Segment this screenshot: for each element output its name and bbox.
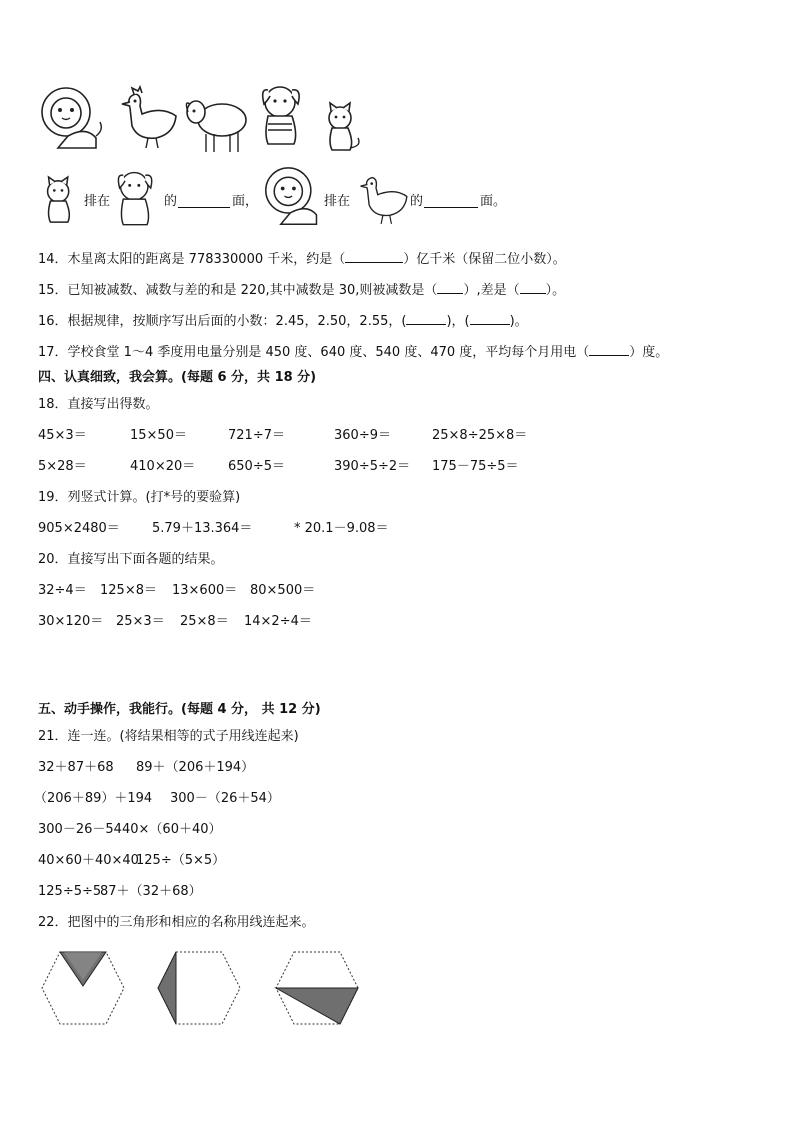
- q20-title: 20．直接写出下面各题的结果。: [38, 552, 224, 567]
- q16-suffix: )。: [509, 314, 528, 329]
- question-14: [38, 250, 566, 269]
- kitten-icon: [324, 102, 364, 154]
- q21-left-expression[interactable]: 300－26－54: [38, 822, 122, 837]
- q17-suffix: ）度。: [629, 345, 669, 360]
- q13-word-paizai-1: 排在: [84, 194, 111, 209]
- q20-item: 125×8＝: [100, 583, 157, 598]
- q21-left-expression[interactable]: 125÷5÷5: [38, 884, 102, 899]
- q13-word-paizai-2: 排在: [324, 194, 351, 209]
- q19-row: [38, 520, 758, 538]
- q20-item: 25×8＝: [180, 614, 229, 629]
- q17-prefix: 17．学校食堂 1～4 季度用电量分别是 450 度、640 度、540 度、470 度，平均每个月用电（: [38, 345, 590, 360]
- q19-item: * 20.1－9.08＝: [294, 521, 389, 536]
- q20-item: 25×3＝: [116, 614, 165, 629]
- hen-icon: [112, 88, 182, 150]
- q21-pair: [38, 852, 758, 870]
- question-15: [38, 281, 565, 300]
- q13-blank-2[interactable]: [424, 195, 478, 208]
- q16-answer-blank-1[interactable]: [406, 312, 446, 325]
- q19-item: 5.79＋13.364＝: [152, 521, 253, 536]
- q21-title: 21．连一连。(将结果相等的式子用线连起来): [38, 729, 299, 744]
- q16-answer-blank-2[interactable]: [470, 312, 510, 325]
- q15-answer-blank-1[interactable]: [437, 281, 463, 294]
- lion-icon: [38, 86, 104, 152]
- puppy-icon: [114, 168, 160, 232]
- q21-pair: [38, 821, 758, 839]
- q18-row-2: [38, 458, 758, 476]
- q21-right-expression[interactable]: 40×（60＋40）: [122, 822, 222, 837]
- q21-pair: [34, 790, 758, 808]
- hexagon-figure-3: [274, 950, 360, 1026]
- q21-right-expression[interactable]: 300－（26＋54）: [170, 791, 280, 806]
- hexagon-figure-2: [156, 950, 242, 1026]
- q20-item: 13×600＝: [172, 583, 238, 598]
- hexagon-figure-1: [40, 950, 126, 1026]
- q20-item: 80×500＝: [250, 583, 316, 598]
- q17-answer-blank[interactable]: [589, 343, 629, 356]
- q21-right-expression[interactable]: 89＋（206＋194）: [136, 760, 255, 775]
- q18-item: 410×20＝: [130, 459, 196, 474]
- q21-left-expression[interactable]: 32＋87＋68: [38, 760, 114, 775]
- kitten-icon: [42, 176, 82, 226]
- q15-suffix: ）。: [545, 283, 566, 298]
- q16-mid: )，(: [446, 314, 470, 329]
- q18-item: 175－75÷5＝: [432, 459, 519, 474]
- q18-item: 721÷7＝: [228, 428, 285, 443]
- question-16: [38, 312, 528, 331]
- q21-right-expression[interactable]: 87＋（32＋68）: [100, 884, 202, 899]
- sheep-icon: [184, 96, 250, 154]
- q15-prefix: 15．已知被减数、减数与差的和是 220,其中减数是 30,则被减数是（: [38, 283, 438, 298]
- q13-word-de-2: 的: [410, 194, 424, 209]
- q18-item: 15×50＝: [130, 428, 187, 443]
- q21-pair: [38, 759, 758, 777]
- q15-mid: ）,差是（: [463, 283, 520, 298]
- q13-word-de-1: 的: [164, 194, 178, 209]
- q20-item: 30×120＝: [38, 614, 104, 629]
- q20-item: 14×2÷4＝: [244, 614, 312, 629]
- lion-icon: [262, 166, 324, 228]
- section-5-title: 五、动手操作，我能行。(每题 4 分， 共 12 分): [38, 702, 321, 717]
- puppy-icon: [258, 82, 308, 152]
- q13-blank-1[interactable]: [178, 195, 230, 208]
- q16-prefix: 16．根据规律，按顺序写出后面的小数：2.45，2.50，2.55，(: [38, 314, 407, 329]
- q18-row-1: [38, 427, 758, 445]
- question-17: [38, 343, 668, 362]
- q18-item: 650÷5＝: [228, 459, 285, 474]
- q20-row-2: [38, 613, 758, 631]
- q13-word-mian-1: 面，: [232, 194, 259, 209]
- q20-row-1: [38, 582, 758, 600]
- q21-right-expression[interactable]: 125÷（5×5）: [136, 853, 226, 868]
- q14-answer-blank[interactable]: [345, 250, 403, 263]
- q22-title: 22．把图中的三角形和相应的名称用线连起来。: [38, 915, 315, 930]
- q21-left-expression[interactable]: 40×60＋40×40: [38, 853, 139, 868]
- shaded-triangle: [158, 952, 176, 1024]
- section-4-title: 四、认真细致，我会算。(每题 6 分，共 18 分): [38, 370, 317, 385]
- q18-item: 390÷5÷2＝: [334, 459, 411, 474]
- q18-item: 45×3＝: [38, 428, 87, 443]
- q13-word-mian-2: 面。: [480, 194, 507, 209]
- q15-answer-blank-2[interactable]: [520, 281, 546, 294]
- hen-icon: [352, 172, 412, 226]
- q19-item: 905×2480＝: [38, 521, 120, 536]
- q14-suffix: ）亿千米（保留二位小数）。: [403, 252, 566, 267]
- q18-item: 25×8÷25×8＝: [432, 428, 528, 443]
- q14-prefix: 14．木星离太阳的距离是 778330000 千米，约是（: [38, 252, 346, 267]
- q18-title: 18．直接写出得数。: [38, 397, 159, 412]
- q18-item: 5×28＝: [38, 459, 87, 474]
- q19-title: 19．列竖式计算。(打*号的要验算): [38, 490, 241, 505]
- q21-left-expression[interactable]: （206＋89）＋194: [34, 791, 153, 806]
- q18-item: 360÷9＝: [334, 428, 391, 443]
- q21-pair: [38, 883, 758, 901]
- q20-item: 32÷4＝: [38, 583, 87, 598]
